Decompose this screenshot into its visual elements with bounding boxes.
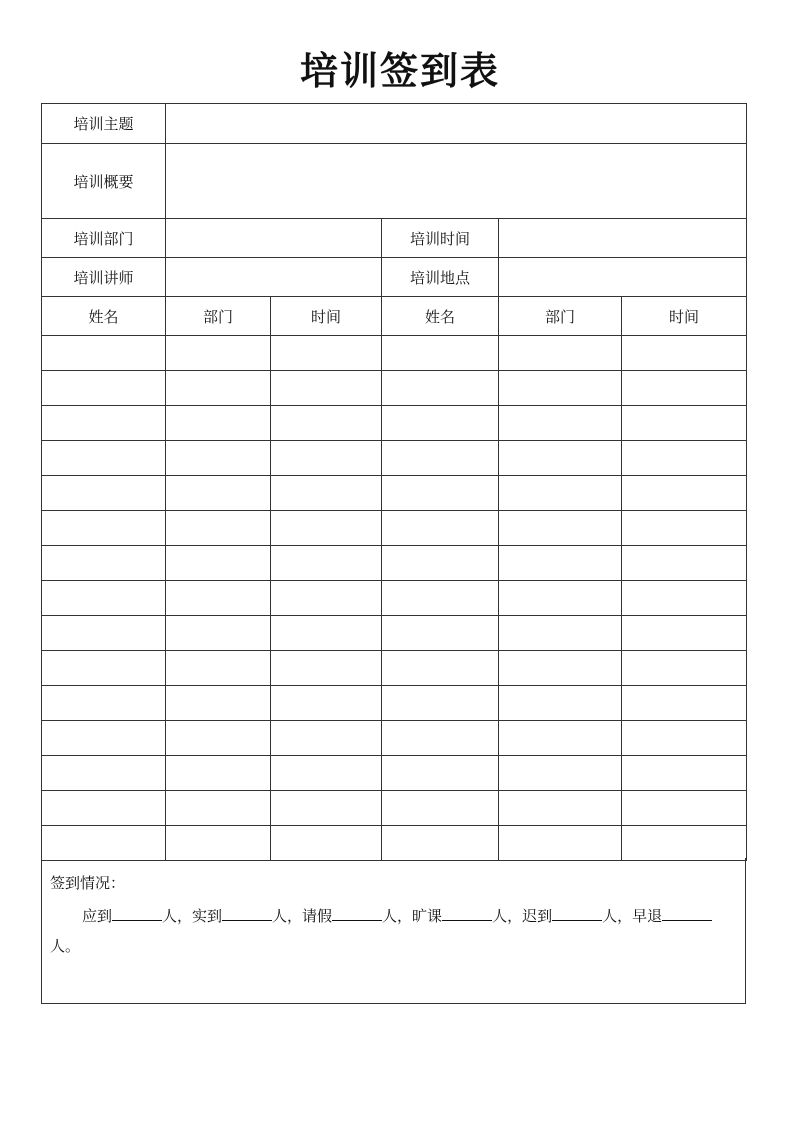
- sign-in-cell-name[interactable]: [382, 581, 499, 616]
- sign-in-cell-time[interactable]: [271, 686, 382, 721]
- sign-in-cell-name[interactable]: [382, 791, 499, 826]
- trainer-location-row: [42, 258, 747, 297]
- late-count-blank[interactable]: [552, 905, 602, 921]
- sign-in-cell-name[interactable]: [42, 721, 166, 756]
- sign-in-cell-time[interactable]: [271, 406, 382, 441]
- column-header-name: 姓名: [42, 297, 166, 336]
- sign-in-cell-department[interactable]: [166, 546, 271, 581]
- sign-in-cell-time[interactable]: [622, 336, 747, 371]
- table-row: [42, 511, 747, 546]
- table-row: [42, 336, 747, 371]
- sign-in-cell-department[interactable]: [499, 651, 622, 686]
- sign-in-cell-department[interactable]: [166, 336, 271, 371]
- sign-in-cell-department[interactable]: [499, 546, 622, 581]
- sign-in-cell-department[interactable]: [499, 791, 622, 826]
- late-label: 人，迟到: [492, 907, 553, 925]
- sign-in-cell-department[interactable]: [499, 756, 622, 791]
- sign-in-cell-time[interactable]: [271, 546, 382, 581]
- sign-in-cell-department[interactable]: [499, 581, 622, 616]
- sign-in-cell-department[interactable]: [499, 371, 622, 406]
- table-row: [42, 651, 747, 686]
- column-header-time: 时间: [622, 297, 747, 336]
- sign-in-cell-time[interactable]: [271, 651, 382, 686]
- sign-in-cell-department[interactable]: [166, 371, 271, 406]
- sign-in-cell-time[interactable]: [622, 616, 747, 651]
- column-header-department: 部门: [166, 297, 271, 336]
- sign-in-cell-time[interactable]: [622, 441, 747, 476]
- sign-in-cell-name[interactable]: [42, 826, 166, 861]
- sign-in-cell-name[interactable]: [42, 546, 166, 581]
- sign-in-cell-time[interactable]: [271, 511, 382, 546]
- summary-field[interactable]: [166, 144, 747, 219]
- sign-in-cell-time[interactable]: [271, 756, 382, 791]
- absent-label: 人，旷课: [382, 907, 443, 925]
- sign-in-cell-department[interactable]: [166, 581, 271, 616]
- sign-in-cell-time[interactable]: [271, 721, 382, 756]
- sign-in-cell-name[interactable]: [382, 826, 499, 861]
- topic-label: 培训主题: [42, 104, 166, 144]
- expected-label: 应到: [82, 907, 113, 925]
- sign-in-cell-time[interactable]: [271, 791, 382, 826]
- sign-in-cell-department[interactable]: [499, 476, 622, 511]
- sign-in-cell-time[interactable]: [622, 581, 747, 616]
- sign-in-cell-name[interactable]: [42, 756, 166, 791]
- trainer-field[interactable]: [166, 258, 382, 297]
- sign-in-cell-name[interactable]: [42, 406, 166, 441]
- location-field[interactable]: [499, 258, 747, 297]
- sign-in-cell-department[interactable]: [166, 616, 271, 651]
- absent-count-blank[interactable]: [442, 905, 492, 921]
- sign-in-cell-name[interactable]: [42, 686, 166, 721]
- sign-in-cell-time[interactable]: [622, 826, 747, 861]
- sign-in-cell-department[interactable]: [499, 441, 622, 476]
- location-label: 培训地点: [382, 258, 499, 297]
- sign-in-cell-time[interactable]: [622, 546, 747, 581]
- sign-in-cell-name[interactable]: [42, 476, 166, 511]
- sign-in-cell-department[interactable]: [166, 721, 271, 756]
- table-row: [42, 546, 747, 581]
- table-row: [42, 756, 747, 791]
- sign-in-cell-department[interactable]: [166, 476, 271, 511]
- department-label: 培训部门: [42, 219, 166, 258]
- time-label: 培训时间: [382, 219, 499, 258]
- sign-in-cell-department[interactable]: [499, 686, 622, 721]
- sign-in-cell-name[interactable]: [382, 651, 499, 686]
- summary-label: 培训概要: [42, 144, 166, 219]
- sign-in-cell-time[interactable]: [622, 791, 747, 826]
- table-row: [42, 826, 747, 861]
- time-field[interactable]: [499, 219, 747, 258]
- form-title: 培训签到表: [299, 49, 500, 93]
- sign-in-cell-name[interactable]: [382, 371, 499, 406]
- leave-count-blank[interactable]: [332, 905, 382, 921]
- expected-count-blank[interactable]: [112, 905, 162, 921]
- topic-field[interactable]: [166, 104, 747, 144]
- table-row: [42, 441, 747, 476]
- attendance-summary: [41, 858, 746, 1004]
- sign-in-cell-time[interactable]: [622, 476, 747, 511]
- table-row: [42, 476, 747, 511]
- table-row: [42, 616, 747, 651]
- sign-in-cell-name[interactable]: [382, 511, 499, 546]
- table-row: [42, 406, 747, 441]
- sign-in-cell-name[interactable]: [42, 441, 166, 476]
- sign-in-cell-time[interactable]: [271, 371, 382, 406]
- end-label: 人。: [50, 937, 81, 955]
- sign-in-cell-name[interactable]: [42, 511, 166, 546]
- trainer-label: 培训讲师: [42, 258, 166, 297]
- sign-in-cell-name[interactable]: [42, 336, 166, 371]
- sign-in-cell-time[interactable]: [271, 476, 382, 511]
- column-header-time: 时间: [271, 297, 382, 336]
- sign-in-cell-department[interactable]: [166, 686, 271, 721]
- sign-in-cell-department[interactable]: [499, 336, 622, 371]
- sign-in-cell-name[interactable]: [382, 686, 499, 721]
- sign-in-cell-name[interactable]: [382, 546, 499, 581]
- sign-in-cell-department[interactable]: [499, 511, 622, 546]
- column-header-row: [42, 297, 747, 336]
- sign-in-cell-time[interactable]: [622, 721, 747, 756]
- sign-in-cell-department[interactable]: [166, 511, 271, 546]
- actual-count-blank[interactable]: [222, 905, 272, 921]
- column-header-name: 姓名: [382, 297, 499, 336]
- topic-row: [42, 104, 747, 144]
- sign-in-cell-department[interactable]: [166, 651, 271, 686]
- sign-in-cell-name[interactable]: [382, 756, 499, 791]
- sign-in-cell-department[interactable]: [166, 756, 271, 791]
- leave-label: 人，请假: [272, 907, 333, 925]
- sign-in-cell-name[interactable]: [382, 721, 499, 756]
- department-field[interactable]: [166, 219, 382, 258]
- sign-in-cell-time[interactable]: [271, 826, 382, 861]
- table-row: [42, 581, 747, 616]
- sign-in-cell-name[interactable]: [382, 336, 499, 371]
- department-time-row: [42, 219, 747, 258]
- sign-in-cell-department[interactable]: [499, 406, 622, 441]
- sign-in-cell-department[interactable]: [166, 826, 271, 861]
- actual-label: 人，实到: [162, 907, 223, 925]
- sign-in-cell-department[interactable]: [166, 406, 271, 441]
- sign-in-cell-time[interactable]: [622, 406, 747, 441]
- table-row: [42, 791, 747, 826]
- table-row: [42, 371, 747, 406]
- sign-in-cell-name[interactable]: [42, 371, 166, 406]
- sign-in-cell-time[interactable]: [271, 441, 382, 476]
- sign-in-cell-time[interactable]: [622, 686, 747, 721]
- sign-in-cell-name[interactable]: [382, 441, 499, 476]
- sign-in-cell-time[interactable]: [622, 371, 747, 406]
- sign-in-cell-time[interactable]: [622, 756, 747, 791]
- attendance-line: [50, 901, 740, 961]
- sign-in-cell-time[interactable]: [271, 581, 382, 616]
- sign-in-cell-name[interactable]: [42, 651, 166, 686]
- sign-in-cell-name[interactable]: [42, 791, 166, 826]
- sign-in-cell-name[interactable]: [382, 616, 499, 651]
- sign-in-cell-department[interactable]: [499, 721, 622, 756]
- sign-in-cell-department[interactable]: [166, 441, 271, 476]
- sign-in-table: [41, 103, 747, 861]
- sign-in-cell-name[interactable]: [42, 581, 166, 616]
- sign-in-cell-time[interactable]: [622, 651, 747, 686]
- table-row: [42, 686, 747, 721]
- attendance-heading: 签到情况：: [50, 874, 126, 892]
- sign-in-cell-time[interactable]: [622, 511, 747, 546]
- sign-in-cell-department[interactable]: [499, 616, 622, 651]
- early-label: 人，早退: [602, 907, 663, 925]
- sign-in-cell-department[interactable]: [499, 826, 622, 861]
- sign-in-cell-department[interactable]: [166, 791, 271, 826]
- sign-in-cell-name[interactable]: [382, 476, 499, 511]
- early-count-blank[interactable]: [662, 905, 712, 921]
- sign-in-cell-name[interactable]: [382, 406, 499, 441]
- table-row: [42, 721, 747, 756]
- sign-in-cell-time[interactable]: [271, 616, 382, 651]
- sign-in-cell-name[interactable]: [42, 616, 166, 651]
- sign-in-cell-time[interactable]: [271, 336, 382, 371]
- column-header-department: 部门: [499, 297, 622, 336]
- summary-row: [42, 144, 747, 219]
